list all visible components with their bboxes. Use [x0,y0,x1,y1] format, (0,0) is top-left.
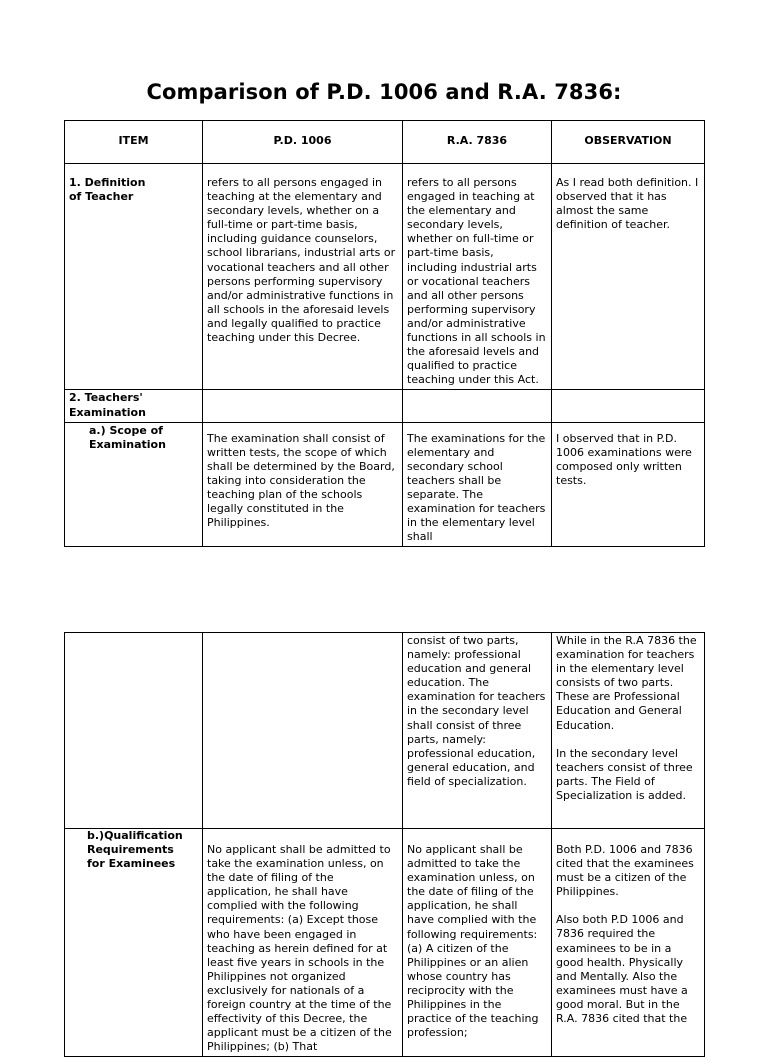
obs-scope-text: I observed that in P.D. 1006 examinations were composed only written tests. [556,431,692,487]
ra-scope-continued-text: consist of two parts, namely: professional education and general education. The examination for teachers in the secondary level shall consist of three parts, namely: professional education, general education, and field of specialization. [407,634,546,788]
pd-cell [203,422,403,547]
ra-cell [403,164,552,390]
page-title: Comparison of P.D. 1006 and R.A. 7836: [146,80,622,104]
pd-qualification-text: No applicant shall be admitted to take the examination unless, on the date of filing of the application, he shall have complied with the following requirements: (a) Except those who have been engaged in teaching as herein defined for at least five years in schools in the Philippines not organized exclusively for nationals of a foreign country at the time of the effectivity of this Decree, the applicant must be a citizen of the Philippines; (b) That [207,843,392,1054]
table-row [65,390,705,422]
table-row [65,829,705,1057]
obs-scope-continued-para-1: While in the R.A 7836 the examination for teachers in the elementary level consists of two parts. These are Professional Education and General Education. [556,634,697,732]
item-scope-of-examination: a.) Scope of Examination [89,423,166,451]
table-row [65,633,705,829]
item-cell [65,164,203,390]
pd-cell [203,164,403,390]
pd-cell [203,829,403,1057]
item-cell [65,390,203,422]
obs-scope-continued-para-2: In the secondary level teachers consist of three parts. The Field of Specialization is added. [556,746,693,802]
obs-cell [552,164,705,390]
pd-cell-empty [203,390,403,422]
table-row [65,422,705,547]
comparison-table-part-2 [64,632,704,1057]
item-teachers-examination: 2. Teachers' Examination [69,391,146,419]
ra-cell [403,829,552,1057]
item-cell-empty [65,633,203,829]
obs-definition-text: As I read both definition. I observed that it has almost the same definition of teacher. [556,176,699,232]
item-definition-of-teacher: 1. Definition of Teacher [69,176,146,204]
obs-cell [552,633,705,829]
header-pd1006: P.D. 1006 [203,121,403,164]
obs-cell [552,422,705,547]
item-qualification-requirements: b.)Qualification Requirements for Examinees [87,829,183,871]
table-row [65,164,705,390]
header-ra7836: R.A. 7836 [403,121,552,164]
obs-cell [552,829,705,1057]
obs-qualification-para-2: Also both P.D 1006 and 7836 required the examinees to be in a good health. Physically and Mentally. Also the examinees must have a good moral. But in the R.A. 7836 cited that the [556,913,688,1026]
obs-qualification-para-1: Both P.D. 1006 and 7836 cited that the examinees must be a citizen of the Philippines. [556,843,694,899]
header-row [65,121,705,164]
pd-cell-empty [203,633,403,829]
item-cell [65,422,203,547]
ra-scope-text: The examinations for the elementary and secondary school teachers shall be separate. The examination for teachers in the elementary level shall [407,431,546,544]
item-cell [65,829,203,1057]
ra-cell [403,633,552,829]
pd-scope-text: The examination shall consist of written tests, the scope of which shall be determined by the Board, taking into consideration the teaching plan of the schools legally constituted in the Philippines. [207,431,395,530]
header-item: ITEM [65,121,203,164]
pd-definition-text: refers to all persons engaged in teaching at the elementary and secondary levels, whether on a full-time or part-time basis, including guidance counselors, school librarians, industrial arts or vocational teachers and all other persons performing supervisory and/or administrative functions in all schools in the aforesaid levels and legally qualified to practice teaching under this Decree. [207,176,396,345]
obs-cell-empty [552,390,705,422]
ra-qualification-text: No applicant shall be admitted to take the examination unless, on the date of filing of the application, he shall have complied with the following requirements: (a) A citizen of the Philippines or an alien whose country has reciprocity with the Philippines in the practice of the teaching profession; [407,843,539,1040]
header-observation: OBSERVATION [552,121,705,164]
ra-definition-text: refers to all persons engaged in teaching at the elementary and secondary levels, whether on full-time or part-time basis, including industrial arts or vocational teachers and all other persons performing supervisory and/or administrative functions in all schools in the aforesaid levels and qualified to practice teaching under this Act. [407,176,546,387]
ra-cell [403,422,552,547]
ra-cell-empty [403,390,552,422]
comparison-table-part-1 [64,120,704,547]
